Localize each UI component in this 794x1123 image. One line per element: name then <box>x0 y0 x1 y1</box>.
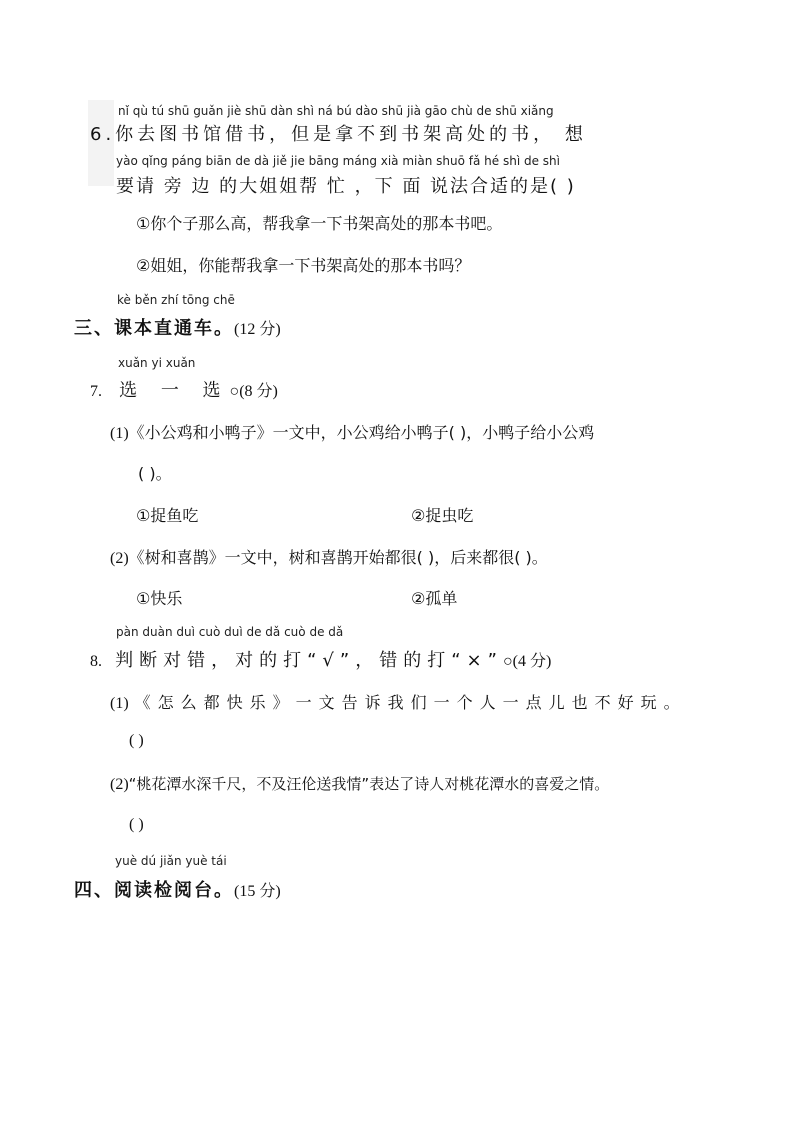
q8-score: ○(4 分) <box>502 653 552 670</box>
section4-score: (15 分) <box>234 883 281 900</box>
q7-number: 7. <box>90 383 102 400</box>
section4-title-text: 四、阅读检阅台。 <box>74 880 234 901</box>
q7-sub1-option-2: ②捉虫吃 <box>411 506 474 525</box>
section4-title <box>74 876 281 902</box>
q7-sub2-text: 《树和喜鹊》一文中，树和喜鹊开始都很( )，后来都很( )。 <box>128 548 548 567</box>
q7-sub2-option-1: ①快乐 <box>136 589 183 608</box>
section3-title-text: 三、课本直通车。 <box>74 318 234 339</box>
section3-score: (12 分) <box>234 321 281 338</box>
q7-sub1 <box>110 420 594 443</box>
q7-sub1-option-1: ①捉鱼吃 <box>136 506 199 525</box>
q7-sub1-continuation: ( )。 <box>138 464 172 483</box>
q8-sub2-text: “桃花潭水深千尺，不及汪伦送我情”表达了诗人对桃花潭水的喜爱之情。 <box>128 775 610 793</box>
q7-sub1-text: 《小公鸡和小鸭子》一文中，小公鸡给小鸭子( )，小鸭子给小公鸡 <box>128 423 595 442</box>
q8-sub1-text: 《怎么都快乐》一文告诉我们一个人一点儿也不好玩。 <box>134 693 687 712</box>
q8-title <box>90 646 551 672</box>
q6-question-line1: 6.你去图书馆借书，但是拿不到书架高处的书， 想 <box>90 124 587 145</box>
q8-number: 8. <box>90 653 102 670</box>
q7-score: ○(8 分) <box>229 383 278 400</box>
q8-sub1 <box>110 690 687 713</box>
q6-option-2: ②姐姐，你能帮我拿一下书架高处的那本书吗？ <box>136 256 471 275</box>
q7-sub2 <box>110 545 548 568</box>
q7-title-text: 选 一 选 <box>119 380 230 401</box>
q8-sub1-answer-blank[interactable]: ( ) <box>129 732 144 749</box>
q8-sub2-answer-blank[interactable]: ( ) <box>129 816 144 833</box>
q7-pinyin: xuǎn yi xuǎn <box>118 356 196 370</box>
q7-sub2-label: (2) <box>110 550 129 567</box>
q8-sub2 <box>110 773 609 794</box>
section3-title <box>74 314 281 340</box>
section4-pinyin: yuè dú jiǎn yuè tái <box>115 854 227 868</box>
q6-question-line2: 要请 旁 边 的大姐姐帮 忙 ，下 面 说法合适的是( ) <box>116 176 576 197</box>
q7-sub2-option-2: ②孤单 <box>411 589 458 608</box>
q8-sub1-label: (1) <box>110 695 129 712</box>
q6-pinyin-line2: yào qǐng páng biān de dà jiě jie bāng máng xià miàn shuō fǎ hé shì de shì <box>116 154 560 168</box>
q7-title <box>90 376 278 402</box>
q6-pinyin-line1: nǐ qù tú shū guǎn jiè shū dàn shì ná bú dào shū jià gāo chù de shū xiǎng <box>118 104 554 118</box>
q8-title-text: 判断对错，对的打“√”，错的打“×” <box>115 650 503 671</box>
q8-sub2-label: (2) <box>110 776 129 793</box>
section3-pinyin: kè běn zhí tōng chē <box>117 293 235 307</box>
q7-sub1-label: (1) <box>110 425 129 442</box>
q6-option-1: ①你个子那么高，帮我拿一下书架高处的那本书吧。 <box>136 214 503 233</box>
q8-pinyin: pàn duàn duì cuò duì de dǎ cuò de dǎ <box>116 625 344 639</box>
